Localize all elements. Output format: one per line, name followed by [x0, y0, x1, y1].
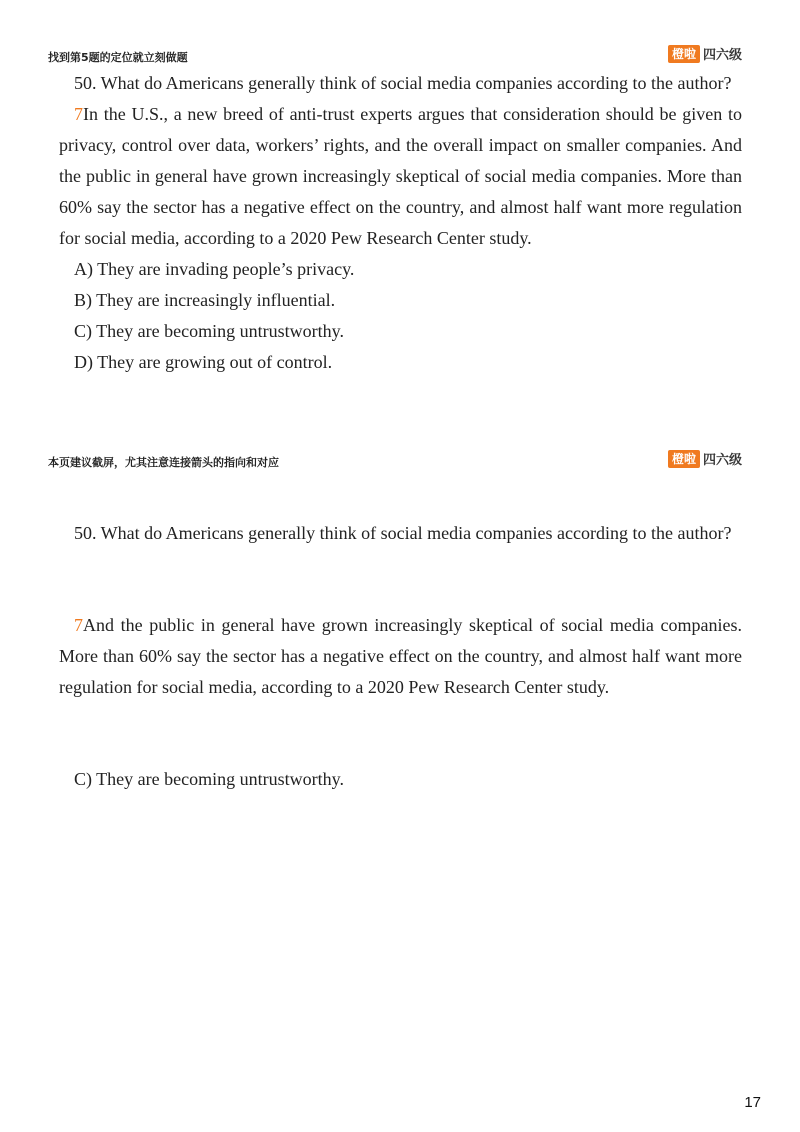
passage-text: In the U.S., a new breed of anti-trust experts argues that consideration should be given to privacy, control over data, workers’ rights, and the overall impact on smaller companies. And the public in general have grown increasingly skeptical of social media companies. More than 60% say the sector has a negative effect on the country, and almost half want more regulation for social media, according to a 2020 Pew Research Center study.	[59, 104, 742, 248]
question-block-full	[59, 68, 742, 378]
question-block-condensed	[59, 518, 742, 549]
header-instruction: 找到第5题的定位就立刻做题	[48, 51, 188, 64]
page-number: 17	[744, 1094, 761, 1111]
brand-level: 四六级	[702, 453, 742, 468]
option-a: A) They are invading people’s privacy.	[74, 259, 355, 279]
option-c: C) They are becoming untrustworthy.	[74, 321, 344, 341]
top-header	[48, 44, 742, 68]
passage-paragraph	[59, 610, 742, 703]
key-passage-block	[59, 610, 742, 703]
option-d: D) They are growing out of control.	[74, 352, 333, 372]
brand-logo: 橙啦	[668, 45, 700, 63]
brand-logo: 橙啦	[668, 450, 700, 468]
question-text: 50. What do Americans generally think of social media companies according to the author?	[74, 523, 732, 543]
brand-badge	[668, 44, 742, 63]
passage-paragraph	[59, 99, 742, 254]
answer-option: C) They are becoming untrustworthy.	[74, 769, 344, 789]
passage-text: And the public in general have grown increasingly skeptical of social media companies. More than 60% say the sector has a negative effect on the country, and almost half want more regulation for social media, according to a 2020 Pew Research Center study.	[59, 615, 742, 697]
brand-badge	[668, 449, 742, 468]
header-instruction: 本页建议截屏，尤其注意连接箭头的指向和对应	[48, 456, 279, 469]
question-text: 50. What do Americans generally think of social media companies according to the author?	[74, 73, 732, 93]
paragraph-number: 7	[74, 615, 83, 635]
brand-level: 四六级	[702, 48, 742, 63]
option-b: B) They are increasingly influential.	[74, 290, 336, 310]
answer-block	[59, 764, 742, 795]
paragraph-number: 7	[74, 104, 83, 124]
mid-header	[48, 449, 742, 473]
